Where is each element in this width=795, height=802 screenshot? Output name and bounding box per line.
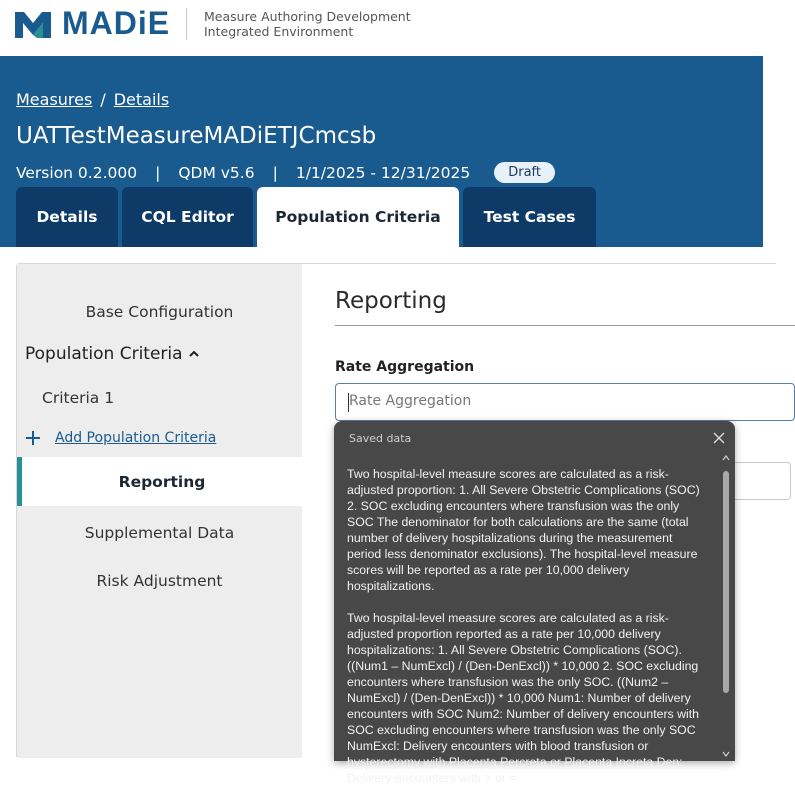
tagline-line-2: Integrated Environment (204, 24, 354, 39)
tab-cql-editor[interactable]: CQL Editor (122, 187, 253, 247)
breadcrumb (16, 90, 169, 109)
sidebar-item-population-criteria[interactable] (25, 344, 199, 364)
obscured-field[interactable] (731, 462, 791, 500)
popup-scrollbar[interactable] (720, 455, 732, 761)
add-population-criteria-button[interactable] (25, 430, 216, 446)
breadcrumb-measures-link[interactable]: Measures (16, 90, 93, 109)
breadcrumb-details-link[interactable]: Details (113, 90, 170, 109)
add-population-criteria-label: Add Population Criteria (55, 430, 217, 446)
sidebar-item-criteria-1[interactable]: Criteria 1 (42, 389, 115, 407)
sidebar-item-label: Population Criteria (25, 344, 183, 364)
measure-meta (16, 162, 555, 183)
measure-header (0, 56, 763, 247)
madie-logo-icon[interactable] (15, 12, 51, 38)
rate-aggregation-placeholder: Rate Aggregation (349, 393, 472, 409)
tab-population-criteria[interactable]: Population Criteria (257, 187, 459, 247)
top-brand-bar (0, 0, 763, 56)
status-badge: Draft (494, 162, 555, 183)
scroll-up-arrow-icon[interactable] (722, 455, 730, 461)
scrollbar-thumb[interactable] (723, 471, 729, 693)
close-icon[interactable] (713, 432, 725, 444)
meta-separator: | (272, 163, 278, 182)
rate-aggregation-label: Rate Aggregation (335, 359, 475, 375)
tagline-line-1: Measure Authoring Development (204, 9, 411, 24)
brand-tagline (204, 9, 411, 39)
title-divider (335, 325, 795, 326)
sidebar-item-supplemental-data[interactable]: Supplemental Data (84, 524, 235, 542)
plus-icon (25, 430, 41, 446)
saved-data-entry[interactable]: Two hospital-level measure scores are calculated as a risk-adjusted proportion reported as a rate per 10,000 delivery hospitalizations: 1. All Severe Obstetric Complications (SOC). ((Num1 – NumExcl) / (Den-DenExcl)) * 10,000 2. SOC excluding encounters where transfusion was the only SOC. ((Num2 – NumExcl) / (Den-DenExcl)) * 10,000 Num1: Number of delivery encounters with SOC Num2: Number of delivery encounters with SOC excluding encounters where transfusion was the only SOC NumExcl: Delivery encounters with blood transfusion or hysterectomy with Placenta Percreta or Placenta Increta Den: Delivery encounters with > or = (347, 611, 699, 785)
tab-test-cases[interactable]: Test Cases (463, 187, 596, 247)
logo-divider (186, 8, 187, 40)
sidebar-item-reporting[interactable]: Reporting (17, 457, 302, 506)
popup-header: Saved data (349, 432, 412, 445)
breadcrumb-separator: / (100, 90, 106, 109)
scroll-down-arrow-icon[interactable] (722, 751, 730, 757)
saved-data-list (347, 466, 707, 802)
chevron-up-icon[interactable] (189, 349, 199, 359)
saved-data-entry[interactable]: Two hospital-level measure scores are calculated as a risk-adjusted proportion: 1. All Severe Obstetric Complications (SOC) 2. SOC excluding encounters where transfusion was the only SOC The denominator for both calculations are the same (total number of delivery hospitalizations during the measurement period less denominator exclusions). The hospital-level measure scores will be reported as a rate per 10,000 delivery hospitalizations. (347, 467, 700, 593)
measure-version: Version 0.2.000 (16, 163, 138, 182)
meta-separator: | (155, 163, 161, 182)
saved-data-popup[interactable] (334, 421, 735, 785)
measure-period: 1/1/2025 - 12/31/2025 (295, 163, 471, 182)
sidebar-item-risk-adjustment[interactable]: Risk Adjustment (96, 572, 223, 590)
page-title: Reporting (335, 288, 447, 314)
tab-details[interactable]: Details (16, 187, 118, 247)
logo-wordmark[interactable]: MADiE (62, 5, 171, 41)
rate-aggregation-input[interactable] (335, 383, 795, 421)
sidebar-item-base-configuration[interactable]: Base Configuration (85, 303, 234, 321)
measure-title: UATTestMeasureMADiETJCmcsb (16, 123, 377, 149)
measure-model: QDM v5.6 (178, 163, 255, 182)
sidebar (17, 264, 302, 758)
